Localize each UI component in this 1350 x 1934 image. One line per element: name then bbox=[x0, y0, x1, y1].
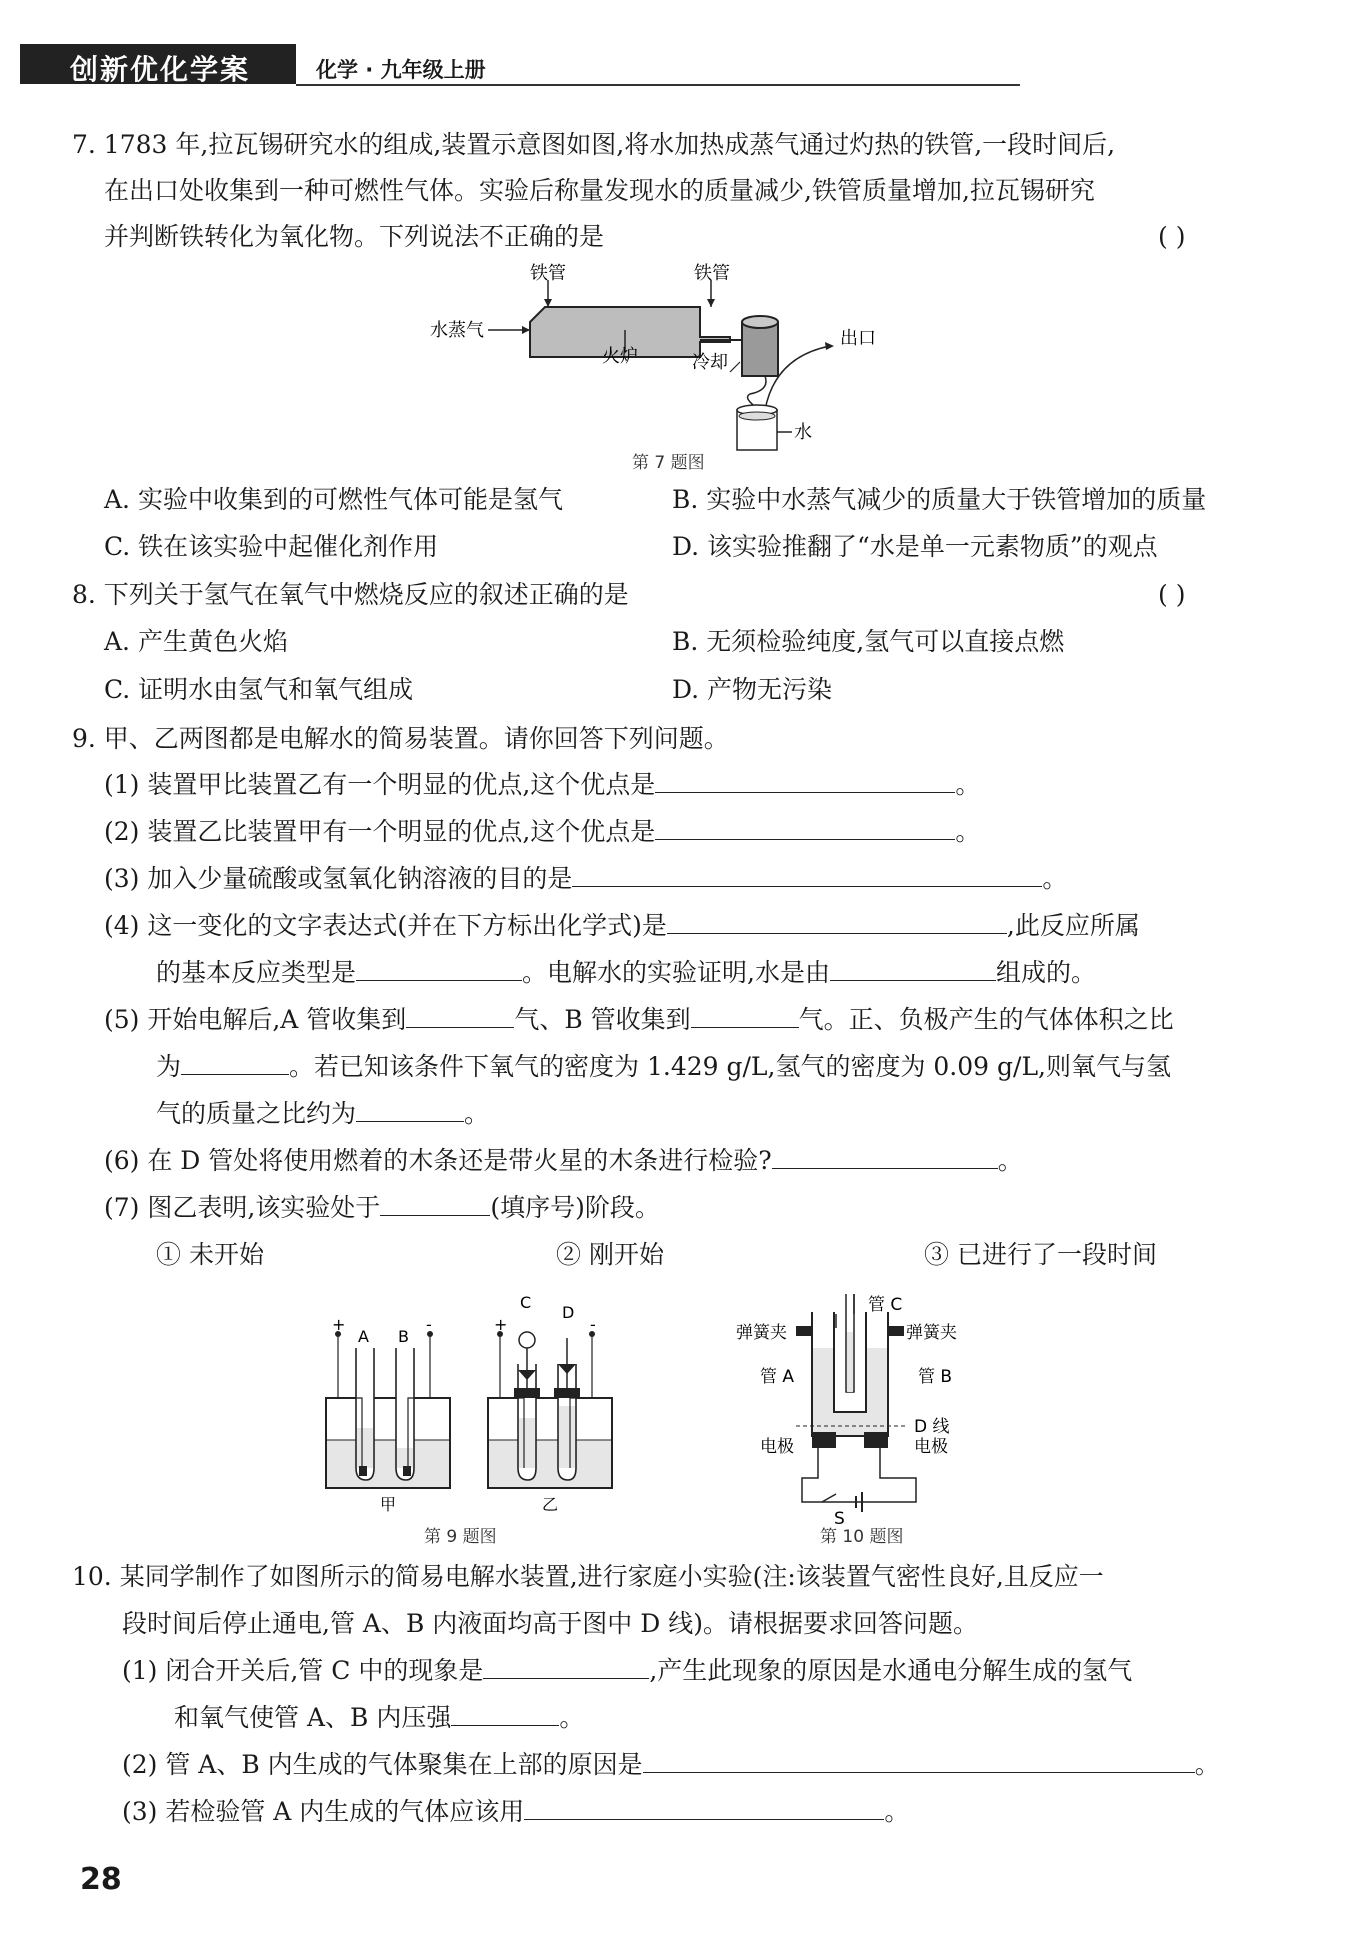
q9-sub6 bbox=[104, 1144, 1023, 1178]
q9-sub5-text-a: (5) 开始电解后,A 管收集到 bbox=[104, 1005, 407, 1034]
q10-sub3-text: (3) 若检验管 A 内生成的气体应该用 bbox=[122, 1797, 525, 1826]
q9-sub3 bbox=[104, 862, 1067, 896]
q7-label-outlet: 出口 bbox=[840, 328, 876, 349]
q10-sub3-blank[interactable] bbox=[524, 1795, 884, 1820]
q9-sub5-text-b: 气、B 管收集到 bbox=[514, 1005, 691, 1034]
q9-figure bbox=[318, 1288, 618, 1524]
q10-sub3 bbox=[122, 1795, 909, 1829]
q9-sub1-text: (1) 装置甲比装置乙有一个明显的优点,这个优点是 bbox=[104, 770, 656, 799]
q9-sub5-line1 bbox=[104, 1003, 1174, 1037]
q7-option-a: A. 实验中收集到的可燃性气体可能是氢气 bbox=[104, 485, 563, 514]
q7-label-pipe1: 铁管 bbox=[530, 263, 566, 284]
q9-sub5-blank-mass[interactable] bbox=[356, 1097, 464, 1122]
q9-minus-yi: - bbox=[590, 1315, 596, 1334]
q8-option-a: A. 产生黄色火焰 bbox=[104, 627, 288, 656]
q9-sub6-period: 。 bbox=[997, 1146, 1023, 1175]
page-number: 28 bbox=[80, 1862, 122, 1897]
q9-sub3-blank[interactable] bbox=[572, 862, 1042, 887]
q10-label-lineD: D 线 bbox=[914, 1417, 950, 1437]
q9-stem: 9. 甲、乙两图都是电解水的简易装置。请你回答下列问题。 bbox=[72, 724, 729, 753]
q7-label-cool: 冷却 bbox=[692, 352, 728, 373]
q9-sub5-period: 。 bbox=[464, 1099, 490, 1128]
q9-label-yi: 乙 bbox=[542, 1495, 559, 1514]
q7-label-pipe2: 铁管 bbox=[694, 263, 730, 284]
q9-sub6-blank[interactable] bbox=[772, 1144, 998, 1169]
q9-sub7-blank[interactable] bbox=[380, 1191, 490, 1216]
page-header bbox=[20, 44, 1020, 88]
q9-sub5-blank-b[interactable] bbox=[691, 1003, 799, 1028]
q9-sub4-blank-type[interactable] bbox=[356, 956, 522, 981]
q7-label-furnace: 火炉 bbox=[602, 346, 638, 367]
q10-label-tubeC: 管 C bbox=[868, 1295, 903, 1315]
q7-option-d: D. 该实验推翻了“水是单一元素物质”的观点 bbox=[672, 532, 1158, 561]
q9-sub5-line2 bbox=[156, 1050, 1171, 1084]
brand-title: 创新优化学案 bbox=[70, 53, 251, 86]
q9-stage1: ① 未开始 bbox=[156, 1240, 264, 1269]
q9-sub4-blank-expression[interactable] bbox=[667, 909, 1007, 934]
q9-sub5-text-c: 气。正、负极产生的气体体积之比 bbox=[798, 1005, 1174, 1034]
q10-label-clamp-right: 弹簧夹 bbox=[906, 1323, 957, 1343]
q9-sub4-line1 bbox=[104, 909, 1140, 943]
q10-sub1-blank-phenomenon[interactable] bbox=[483, 1654, 649, 1679]
q9-sub2-period: 。 bbox=[955, 817, 981, 846]
q9-sub1 bbox=[104, 768, 980, 802]
q9-apparatus-jia bbox=[326, 1331, 450, 1488]
q9-sub2-blank[interactable] bbox=[655, 815, 955, 840]
q8-answer-paren: ( ) bbox=[1158, 580, 1186, 609]
q8-stem: 8. 下列关于氢气在氧气中燃烧反应的叙述正确的是 bbox=[72, 580, 629, 609]
q9-sub5-text-e: 。若已知该条件下氧气的密度为 1.429 g/L,氢气的密度为 0.09 g/L,则氧气与氢 bbox=[289, 1052, 1171, 1081]
q7-caption: 第 7 题图 bbox=[632, 453, 705, 473]
q9-sub4-text-c: 的基本反应类型是 bbox=[156, 958, 357, 987]
q9-plus-jia: + bbox=[332, 1315, 346, 1334]
q9-label-jia: 甲 bbox=[380, 1495, 397, 1514]
q9-sub2 bbox=[104, 815, 980, 849]
q9-sub4-line2 bbox=[156, 956, 1096, 990]
q10-label-switch: S bbox=[834, 1509, 845, 1528]
q10-label-tubeB: 管 B bbox=[918, 1367, 953, 1387]
q10-sub1-text-b: ,产生此现象的原因是水通电分解生成的氢气 bbox=[649, 1656, 1133, 1685]
q7-line2: 在出口处收集到一种可燃性气体。实验后称量发现水的质量减少,铁管质量增加,拉瓦锡研究 bbox=[104, 176, 1095, 205]
q7-option-b: B. 实验中水蒸气减少的质量大于铁管增加的质量 bbox=[672, 485, 1207, 514]
q8-option-d: D. 产物无污染 bbox=[672, 675, 833, 704]
q9-minus-jia: - bbox=[426, 1315, 432, 1334]
q9-sub4-blank-composition[interactable] bbox=[830, 956, 996, 981]
q9-sub2-text: (2) 装置乙比装置甲有一个明显的优点,这个优点是 bbox=[104, 817, 656, 846]
q9-sub1-period: 。 bbox=[955, 770, 981, 799]
q9-sub4-text-a: (4) 这一变化的文字表达式(并在下方标出化学式)是 bbox=[104, 911, 667, 940]
q10-label-tubeA: 管 A bbox=[760, 1367, 795, 1387]
q9-sub3-text: (3) 加入少量硫酸或氢氧化钠溶液的目的是 bbox=[104, 864, 573, 893]
q9-label-A: A bbox=[358, 1327, 369, 1346]
q10-caption: 第 10 题图 bbox=[820, 1527, 904, 1547]
q10-sub2 bbox=[122, 1748, 1220, 1782]
q10-sub2-blank[interactable] bbox=[643, 1748, 1195, 1773]
q9-sub3-period: 。 bbox=[1042, 864, 1068, 893]
q9-stage3: ③ 已进行了一段时间 bbox=[924, 1240, 1157, 1269]
q7-line1: 7. 1783 年,拉瓦锡研究水的组成,装置示意图如图,将水加热成蒸气通过灼热的铁管,一段时间后, bbox=[72, 130, 1116, 159]
q9-sub4-text-b: ,此反应所属 bbox=[1006, 911, 1140, 940]
q9-sub5-blank-a[interactable] bbox=[406, 1003, 514, 1028]
q10-sub1-text-a: (1) 闭合开关后,管 C 中的现象是 bbox=[122, 1656, 484, 1685]
q9-sub5-blank-ratio[interactable] bbox=[181, 1050, 289, 1075]
subject-title: 化学 · 九年级上册 bbox=[316, 58, 486, 82]
q9-stage2: ② 刚开始 bbox=[556, 1240, 664, 1269]
q10-sub3-period: 。 bbox=[884, 1797, 910, 1826]
header-rule bbox=[296, 84, 1020, 86]
q7-figure bbox=[430, 262, 930, 452]
q9-sub7-text-a: (7) 图乙表明,该实验处于 bbox=[104, 1193, 381, 1222]
q9-sub5-text-d: 为 bbox=[156, 1052, 182, 1081]
q9-sub5-text-f: 气的质量之比约为 bbox=[156, 1099, 357, 1128]
q10-sub1-line2 bbox=[174, 1701, 584, 1735]
q9-label-B: B bbox=[398, 1327, 409, 1346]
q7-label-water: 水 bbox=[794, 422, 812, 443]
q9-label-D: D bbox=[562, 1303, 575, 1322]
q9-sub5-line3 bbox=[156, 1097, 489, 1131]
q10-label-electrode-right: 电极 bbox=[914, 1437, 948, 1457]
q8-option-b: B. 无须检验纯度,氢气可以直接点燃 bbox=[672, 627, 1065, 656]
q10-sub1-period: 。 bbox=[559, 1703, 585, 1732]
q9-sub4-text-e: 组成的。 bbox=[995, 958, 1096, 987]
q8-option-c: C. 证明水由氢气和氧气组成 bbox=[104, 675, 414, 704]
q10-figure bbox=[736, 1292, 1016, 1528]
q9-sub4-text-d: 。电解水的实验证明,水是由 bbox=[522, 958, 830, 987]
q9-plus-yi: + bbox=[494, 1315, 508, 1334]
q10-line2: 段时间后停止通电,管 A、B 内液面均高于图中 D 线)。请根据要求回答问题。 bbox=[122, 1609, 978, 1638]
q9-sub1-blank[interactable] bbox=[655, 768, 955, 793]
q10-sub2-period: 。 bbox=[1194, 1750, 1220, 1779]
q9-apparatus-yi bbox=[488, 1331, 612, 1488]
q9-sub7-text-b: (填序号)阶段。 bbox=[490, 1193, 660, 1222]
q10-label-clamp-left: 弹簧夹 bbox=[736, 1323, 787, 1343]
q7-label-steam: 水蒸气 bbox=[430, 320, 484, 341]
q9-sub6-text: (6) 在 D 管处将使用燃着的木条还是带火星的木条进行检验? bbox=[104, 1146, 772, 1175]
q10-label-electrode-left: 电极 bbox=[760, 1437, 794, 1457]
q9-caption: 第 9 题图 bbox=[424, 1527, 497, 1547]
q7-line3: 并判断铁转化为氧化物。下列说法不正确的是 bbox=[104, 222, 605, 251]
q9-sub7 bbox=[104, 1191, 660, 1225]
q10-sub1-text-c: 和氧气使管 A、B 内压强 bbox=[174, 1703, 452, 1732]
q10-sub1-line1 bbox=[122, 1654, 1132, 1688]
q10-line1: 10. 某同学制作了如图所示的简易电解水装置,进行家庭小实验(注:该装置气密性良好,且反应一 bbox=[72, 1562, 1104, 1591]
q10-sub2-text: (2) 管 A、B 内生成的气体聚集在上部的原因是 bbox=[122, 1750, 643, 1779]
q10-sub1-blank-pressure[interactable] bbox=[451, 1701, 559, 1726]
q7-option-c: C. 铁在该实验中起催化剂作用 bbox=[104, 532, 439, 561]
q9-label-C: C bbox=[520, 1293, 532, 1312]
q7-answer-paren: ( ) bbox=[1158, 222, 1186, 251]
